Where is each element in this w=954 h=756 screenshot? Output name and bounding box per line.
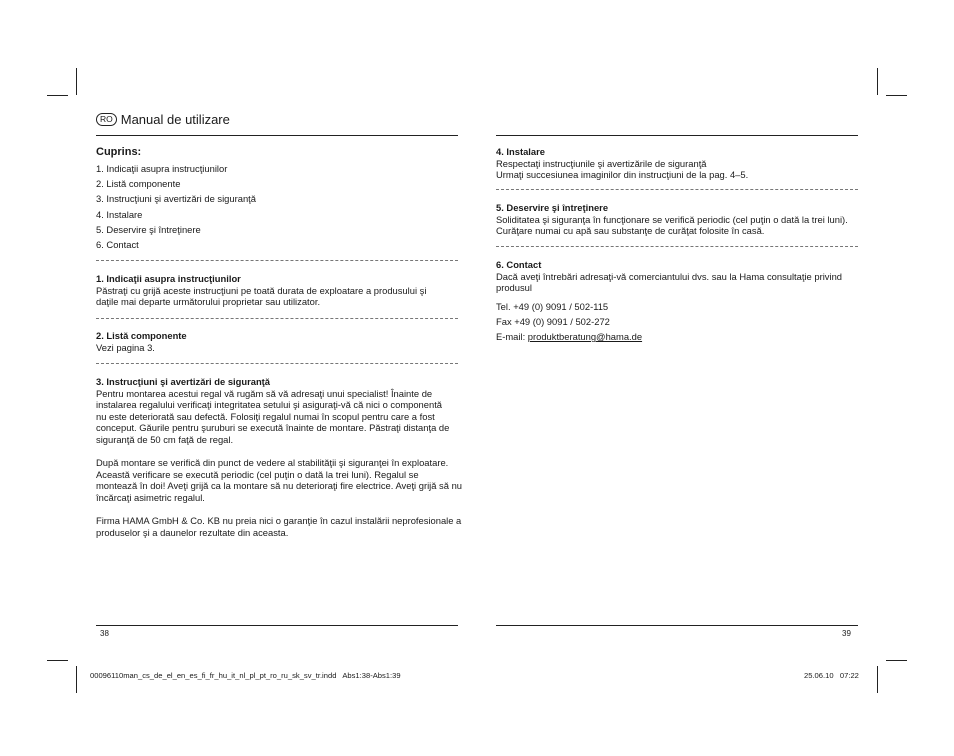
crop-mark — [877, 666, 878, 693]
section-text: montează în doi! Aveţi grijă ca la montare să nu deterioraţi fire electrice. Aveţi grijă să nu — [96, 480, 462, 492]
section-text: Pentru montarea acestui regal vă rugăm să vă adresaţi unui specialist! Înainte de — [96, 387, 433, 399]
section-divider — [496, 189, 858, 190]
section-text: produselor şi a daunelor rezultate din aceasta. — [96, 526, 289, 538]
section-1 — [96, 273, 426, 308]
section-divider — [96, 363, 458, 364]
toc-item: 4. Instalare — [96, 208, 143, 220]
section-text: Curăţare numai cu apă sau substanţe de curăţat folosite în casă. — [496, 225, 765, 237]
page-number-left: 38 — [100, 629, 109, 638]
section-text: Vezi pagina 3. — [96, 341, 155, 353]
section-text: Respectaţi instrucţiunile şi avertizările de siguranţă — [496, 157, 707, 169]
footer-rule — [496, 625, 858, 626]
section-text: Firma HAMA GmbH & Co. KB nu preia nici o garanţie în cazul instalării neprofesionale a — [96, 515, 462, 527]
header-rule — [496, 135, 858, 136]
section-text: daţile mai departe următorului proprietar sau utilizator. — [96, 296, 321, 308]
section-text: încărcaţi asimetric regalul. — [96, 491, 205, 503]
section-divider — [96, 318, 458, 319]
section-title: 3. Instrucţiuni şi avertizări de siguranţă — [96, 376, 271, 387]
print-slug-datetime: 25.06.10 07:22 — [804, 671, 859, 680]
page-number-right: 39 — [842, 629, 851, 638]
section-text: Dacă aveţi întrebări adresaţi-vă comerciantului dvs. sau la Hama consultaţie privind — [496, 270, 842, 282]
contact-email-line — [496, 329, 842, 344]
section-title: 4. Instalare — [496, 146, 545, 157]
footer-rule — [96, 625, 458, 626]
page-title: Manual de utilizare — [120, 112, 230, 127]
crop-mark — [886, 95, 907, 96]
crop-mark — [76, 68, 77, 95]
section-title: 5. Deservire şi întreţinere — [496, 202, 609, 213]
section-text: Păstraţi cu grijă aceste instrucţiuni pe toată durata de exploatare a produsului şi — [96, 284, 427, 296]
toc-item: 5. Deservire şi întreţinere — [96, 223, 201, 235]
section-divider — [96, 260, 458, 261]
section-text: conceput. Găurile pentru şuruburi se execută înainte de montare. Păstraţi distanţa de — [96, 422, 450, 434]
section-text: Această verificare se execută periodic (cel puţin o dată la trei luni). Regalul se — [96, 468, 419, 480]
section-title: 1. Indicaţii asupra instrucţiunilor — [96, 273, 241, 284]
toc-item: 2. Listă componente — [96, 178, 181, 190]
table-of-contents — [96, 161, 458, 252]
left-column — [96, 146, 458, 252]
section-text: siguranţă de 50 cm faţă de regal. — [96, 433, 234, 445]
email-link[interactable]: produktberatung@hama.de — [527, 331, 643, 343]
section-divider — [496, 246, 858, 247]
toc-item: 3. Instrucţiuni şi avertizări de siguranţă — [96, 193, 256, 205]
section-text: După montare se verifică din punct de vedere al stabilităţii şi siguranţei în exploatare. — [96, 457, 449, 469]
crop-mark — [47, 660, 68, 661]
section-5 — [496, 202, 848, 237]
section-text: produsul — [496, 282, 532, 294]
section-title: 6. Contact — [496, 259, 542, 270]
page-header — [96, 112, 230, 127]
toc-item: 1. Indicaţii asupra instrucţiunilor — [96, 163, 228, 174]
section-text: instalarea regalului verificaţi integritatea setului şi asiguraţi-vă că nici o componentă — [96, 399, 443, 411]
section-2 — [96, 330, 187, 353]
contact-phone: Tel. +49 (0) 9091 / 502-115 — [496, 300, 609, 312]
contact-fax: Fax +49 (0) 9091 / 502-272 — [496, 315, 610, 327]
print-slug-filename: 00096110man_cs_de_el_en_es_fi_fr_hu_it_nl_pl_pt_ro_ru_sk_sv_tr.indd Abs1:38-Abs1:39 — [90, 671, 401, 680]
email-label: E-mail: — [496, 331, 528, 343]
section-text: nu este deteriorată sau defectă. Folosiţi regalul numai în scopul pentru care a fost — [96, 410, 435, 422]
header-rule — [96, 135, 458, 136]
language-badge: RO — [96, 113, 117, 126]
section-4 — [496, 146, 748, 181]
section-text: Soliditatea şi siguranţa în funcţionare se verifică periodic (cel puţin o dată la trei luni). — [496, 213, 848, 225]
section-6 — [496, 259, 842, 344]
toc-item: 6. Contact — [96, 239, 139, 251]
crop-mark — [76, 666, 77, 693]
crop-mark — [886, 660, 907, 661]
crop-mark — [47, 95, 68, 96]
section-3 — [96, 376, 462, 538]
section-text: Urmaţi succesiunea imaginilor din instrucţiuni de la pag. 4–5. — [496, 169, 749, 181]
toc-heading: Cuprins: — [96, 146, 142, 158]
section-title: 2. Listă componente — [96, 330, 187, 341]
crop-mark — [877, 68, 878, 95]
